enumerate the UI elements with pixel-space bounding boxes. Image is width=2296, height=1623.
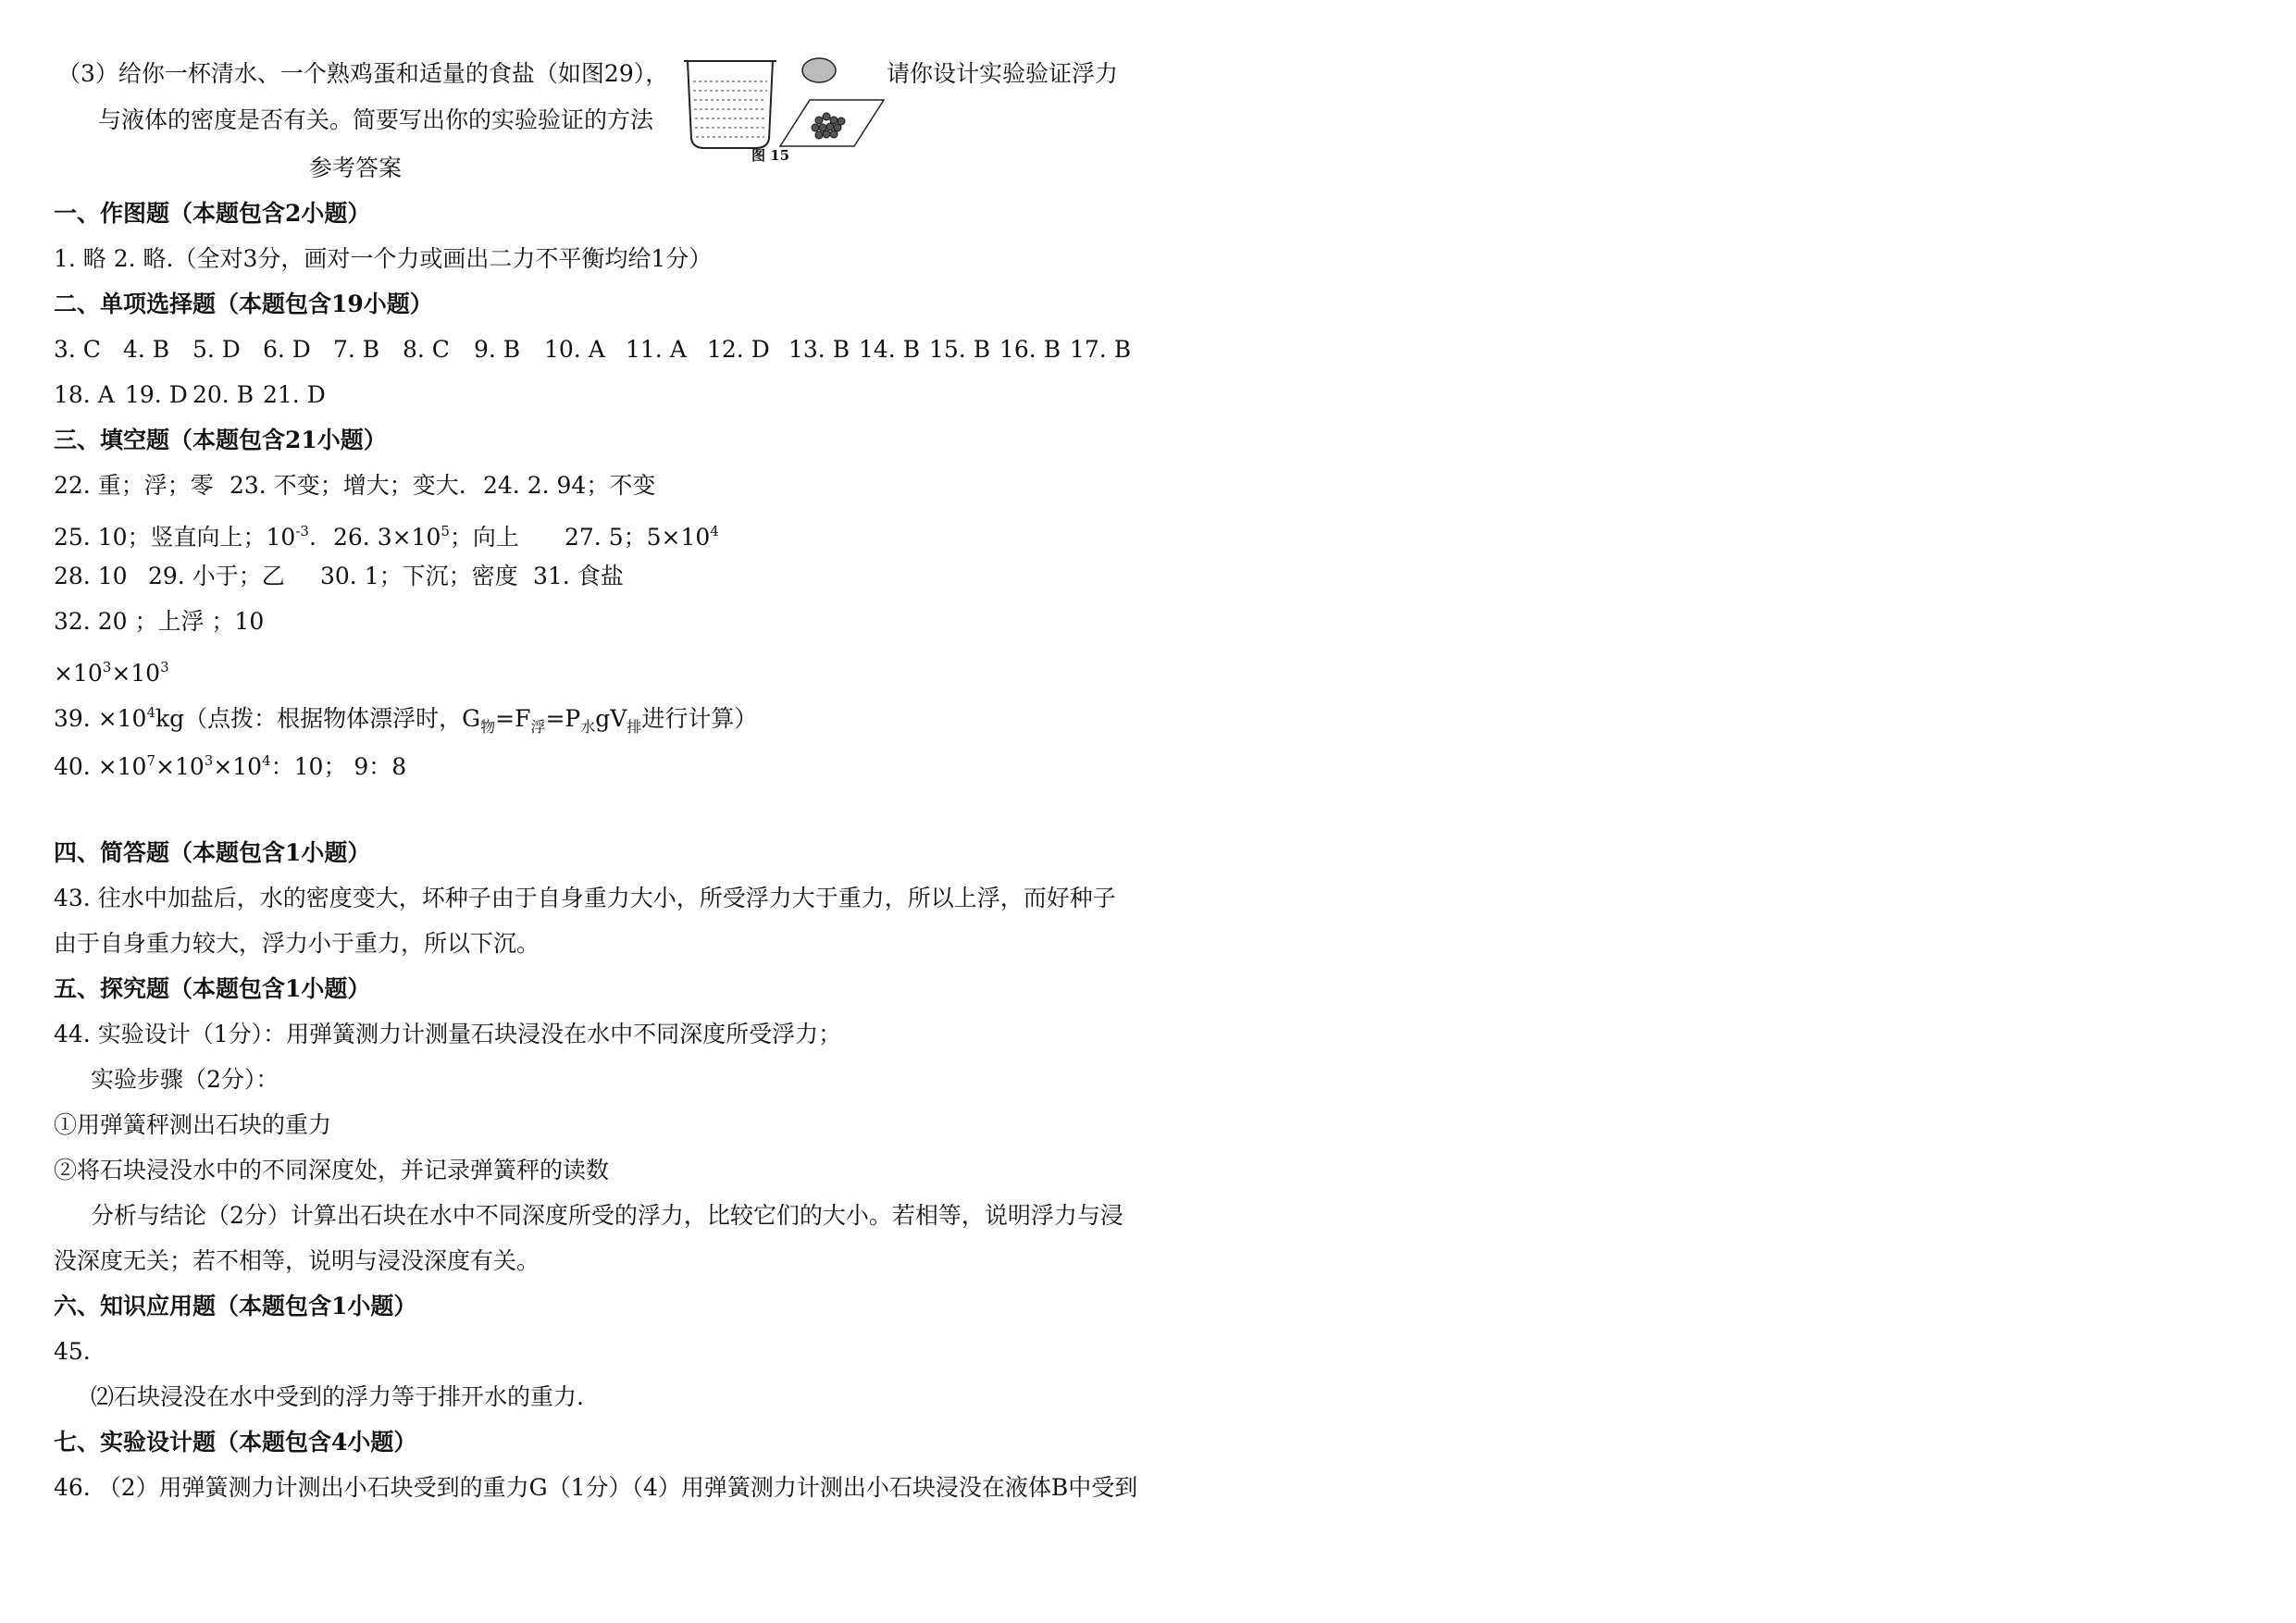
answer-26-text: 26. 3×10 xyxy=(333,524,441,551)
choice-4: 4. B xyxy=(123,336,170,363)
a39-end: 进行计算） xyxy=(641,705,758,732)
choice-15: 15. B xyxy=(929,336,991,363)
answer-25-text: 25. 10；竖直向上；10 xyxy=(54,524,296,551)
answer-43-line1: 43. 往水中加盐后，水的密度变大，坏种子由于自身重力大小，所受浮力大于重力，所以上浮，而好种子 xyxy=(54,885,1116,911)
a40-exp1: 7 xyxy=(146,752,156,769)
answer-26 xyxy=(333,516,519,552)
answer-45: 45. xyxy=(54,1338,91,1365)
answer-times-line xyxy=(54,652,169,688)
choice-7: 7. B xyxy=(333,336,380,363)
q3-line1-tail: 请你设计实验验证浮力 xyxy=(887,60,1119,87)
answer-30: 30. 1；下沉；密度 xyxy=(320,563,518,589)
answer-28: 28. 10 xyxy=(54,563,128,589)
a40-exp2: 3 xyxy=(204,752,214,769)
answer-43-line2: 由于自身重力较大，浮力小于重力，所以下沉。 xyxy=(54,930,540,957)
a39-exp: 4 xyxy=(146,704,156,721)
figure-caption: 图 15 xyxy=(751,147,790,164)
answer-27 xyxy=(565,516,719,552)
answer-45-2: ⑵石块浸没在水中受到的浮力等于排开水的重力. xyxy=(91,1383,584,1410)
answer-32: 32. 20 ；上浮 ；10 xyxy=(54,608,265,635)
section-2-heading: 二、单项选择题（本题包含19小题） xyxy=(54,291,433,317)
answer-44-line4: ②将石块浸没水中的不同深度处，并记录弹簧秤的读数 xyxy=(54,1157,610,1183)
answer-27-text: 27. 5；5×10 xyxy=(565,524,711,551)
choice-16: 16. B xyxy=(999,336,1061,363)
answer-44-line1: 44. 实验设计（1分）：用弹簧测力计测量石块浸没在水中不同深度所受浮力； xyxy=(54,1021,842,1047)
answer-46: 46. （2）用弹簧测力计测出小石块受到的重力G（1分）（4）用弹簧测力计测出小石块浸没在液体B中受到 xyxy=(54,1474,1138,1501)
answer-26-exp: 5 xyxy=(441,523,450,539)
a39-eq2: =P xyxy=(545,705,581,732)
choice-10: 10. A xyxy=(544,336,605,363)
a40-mid2: ×10 xyxy=(213,753,263,780)
answer-25 xyxy=(54,516,316,552)
answers-title: 参考答案 xyxy=(309,155,403,181)
answer-44-line5: 分析与结论（2分）计算出石块在水中不同深度所受的浮力，比较它们的大小。若相等，说明浮力与浸 xyxy=(91,1202,1123,1229)
answer-44-line2: 实验步骤（2分）： xyxy=(91,1066,279,1093)
section-6-heading: 六、知识应用题（本题包含1小题） xyxy=(54,1293,417,1319)
answer-23: 23. 不变；增大；变大. xyxy=(230,472,466,499)
section-3-heading: 三、填空题（本题包含21小题） xyxy=(54,427,387,453)
choice-6: 6. D xyxy=(263,336,311,363)
answer-39 xyxy=(54,698,757,742)
answer-26-end: ；向上 xyxy=(449,524,519,551)
section-7-heading: 七、实验设计题（本题包含4小题） xyxy=(54,1429,417,1456)
a39-sub-wu: 物 xyxy=(480,718,496,736)
choice-17: 17. B xyxy=(1070,336,1132,363)
choice-21: 21. D xyxy=(263,381,326,408)
answer-44-line3: ①用弹簧秤测出石块的重力 xyxy=(54,1111,332,1138)
choice-3: 3. C xyxy=(54,336,101,363)
answer-25-exp: -3 xyxy=(295,523,309,539)
a39-sub-shui: 水 xyxy=(580,718,596,736)
choice-12: 12. D xyxy=(707,336,770,363)
a39-pre: 39. ×10 xyxy=(54,705,147,732)
times-2-exp: 3 xyxy=(160,659,169,675)
answer-40 xyxy=(54,746,406,782)
choice-18: 18. A xyxy=(54,381,115,408)
answer-22: 22. 重；浮；零 xyxy=(54,472,214,499)
a39-eq: =F xyxy=(495,705,531,732)
section-5-heading: 五、探究题（本题包含1小题） xyxy=(54,975,371,1002)
a39-sub-pai: 排 xyxy=(627,718,642,736)
a40-exp3: 4 xyxy=(262,752,271,769)
a40-mid: ×10 xyxy=(155,753,205,780)
choice-5: 5. D xyxy=(192,336,241,363)
choice-8: 8. C xyxy=(403,336,450,363)
choice-19: 19. D xyxy=(125,381,188,408)
answer-25-end: . xyxy=(308,524,316,551)
times-2: ×10 xyxy=(111,660,161,687)
times-1: ×10 xyxy=(54,660,103,687)
times-1-exp: 3 xyxy=(102,659,112,675)
choice-13: 13. B xyxy=(788,336,850,363)
section-4-heading: 四、简答题（本题包含1小题） xyxy=(54,839,371,866)
a40-pre: 40. ×10 xyxy=(54,753,147,780)
q3-line2: 与液体的密度是否有关。简要写出你的实验验证的方法 xyxy=(98,106,654,133)
q3-line1: （3）给你一杯清水、一个熟鸡蛋和适量的食盐（如图29）， xyxy=(57,60,669,87)
choice-9: 9. B xyxy=(474,336,521,363)
answer-44-line6: 没深度无关；若不相等，说明与浸没深度有关。 xyxy=(54,1247,540,1274)
answer-27-exp: 4 xyxy=(710,523,719,539)
a39-mid: kg（点拨：根据物体漂浮时，G xyxy=(155,705,481,732)
a39-sub-fu: 浮 xyxy=(530,718,546,736)
section-1-heading: 一、作图题（本题包含2小题） xyxy=(54,200,371,227)
a40-end: ：10； 9：8 xyxy=(270,753,407,780)
choice-11: 11. A xyxy=(626,336,687,363)
answer-1-2: 1. 略 2. 略.（全对3分，画对一个力或画出二力不平衡均给1分） xyxy=(54,245,713,272)
answer-31: 31. 食盐 xyxy=(533,563,624,589)
choice-20: 20. B xyxy=(192,381,254,408)
answer-29: 29. 小于；乙 xyxy=(148,563,285,589)
answer-24: 24. 2. 94；不变 xyxy=(483,472,656,499)
choice-14: 14. B xyxy=(859,336,921,363)
a39-g: gV xyxy=(595,705,627,732)
